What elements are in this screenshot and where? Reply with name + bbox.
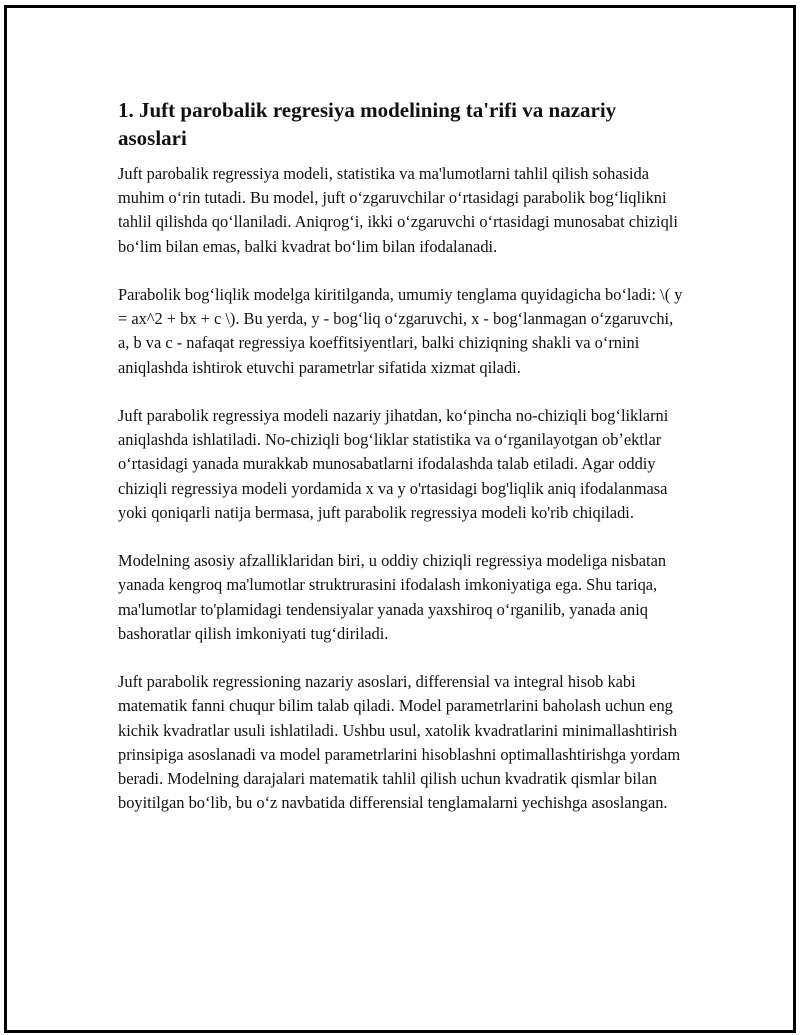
paragraph-4: Modelning asosiy afzalliklaridan biri, u oddiy chiziqli regressiya modeliga nisbatan yanada kengroq ma'lumotlar struktrurasini ifodalash imkoniyatiga ega. Shu tariqa, ma'lumotlar to'plamidagi tendensiyalar yanada yaxshiroq oʻrganilib, yanada aniq bashoratlar qilish imkoniyati tugʻdiriladi.	[118, 551, 667, 643]
paragraph-2: Parabolik bogʻliqlik modelga kiritilganda, umumiy tenglama quyidagicha boʻladi: \( y = ax^2 + bx + c \). Bu yerda, y - bogʻliq oʻzgaruvchi, x - bogʻlanmagan oʻzgaruvchi, a, b va c - nafaqat regressiya koeffitsiyentlari, balki chiziqning shakli va oʻrnini aniqlashda ishtirok etuvchi parametrlar sifatida xizmat qiladi.	[118, 285, 683, 377]
paragraph-5: Juft parabolik regressioning nazariy asoslari, differensial va integral hisob kabi matematik fanni chuqur bilim talab qiladi. Model parametrlarini baholash uchun eng kichik kvadratlar usuli ishlatiladi. Ushbu usul, xatolik kvadratlarini minimallashtirish prinsipiga asoslanadi va model parametrlarini hisoblashni optimallashtirishga yordam beradi. Modelning darajalari matematik tahlil qilish uchun kvadratik qismlar bilan boyitilgan boʻlib, bu oʻz navbatida differensial tenglamalarni yechishga asoslangan.	[118, 672, 681, 813]
section-title: 1. Juft parobalik regresiya modelining ta'rifi va nazariy asoslari	[118, 98, 617, 150]
paragraph-1: Juft parobalik regressiya modeli, statistika va ma'lumotlarni tahlil qilish sohasida muhim oʻrin tutadi. Bu model, juft oʻzgaruvchilar oʻrtasidagi parabolik bogʻliqlikni tahlil qilishda qoʻllaniladi. Aniqrogʻi, ikki oʻzgaruvchi oʻrtasidagi munosabat chiziqli boʻlim bilan emas, balki kvadrat boʻlim bilan ifodalanadi.	[118, 164, 678, 256]
document-body	[118, 96, 688, 840]
paragraph-3: Juft parabolik regressiya modeli nazariy jihatdan, koʻpincha no-chiziqli bogʻliklarni aniqlashda ishlatiladi. No-chiziqli bogʻliklar statistika va oʻrganilayotgan obʼektlar oʻrtasidagi yanada murakkab munosabatlarni ifodalashda talab etiladi. Agar oddiy chiziqli regressiya modeli yordamida x va y o'rtasidagi bog'liqlik aniq ifodalanmasa yoki qoniqarli natija bermasa, juft parabolik regressiya modeli ko'rib chiqiladi.	[118, 406, 669, 522]
